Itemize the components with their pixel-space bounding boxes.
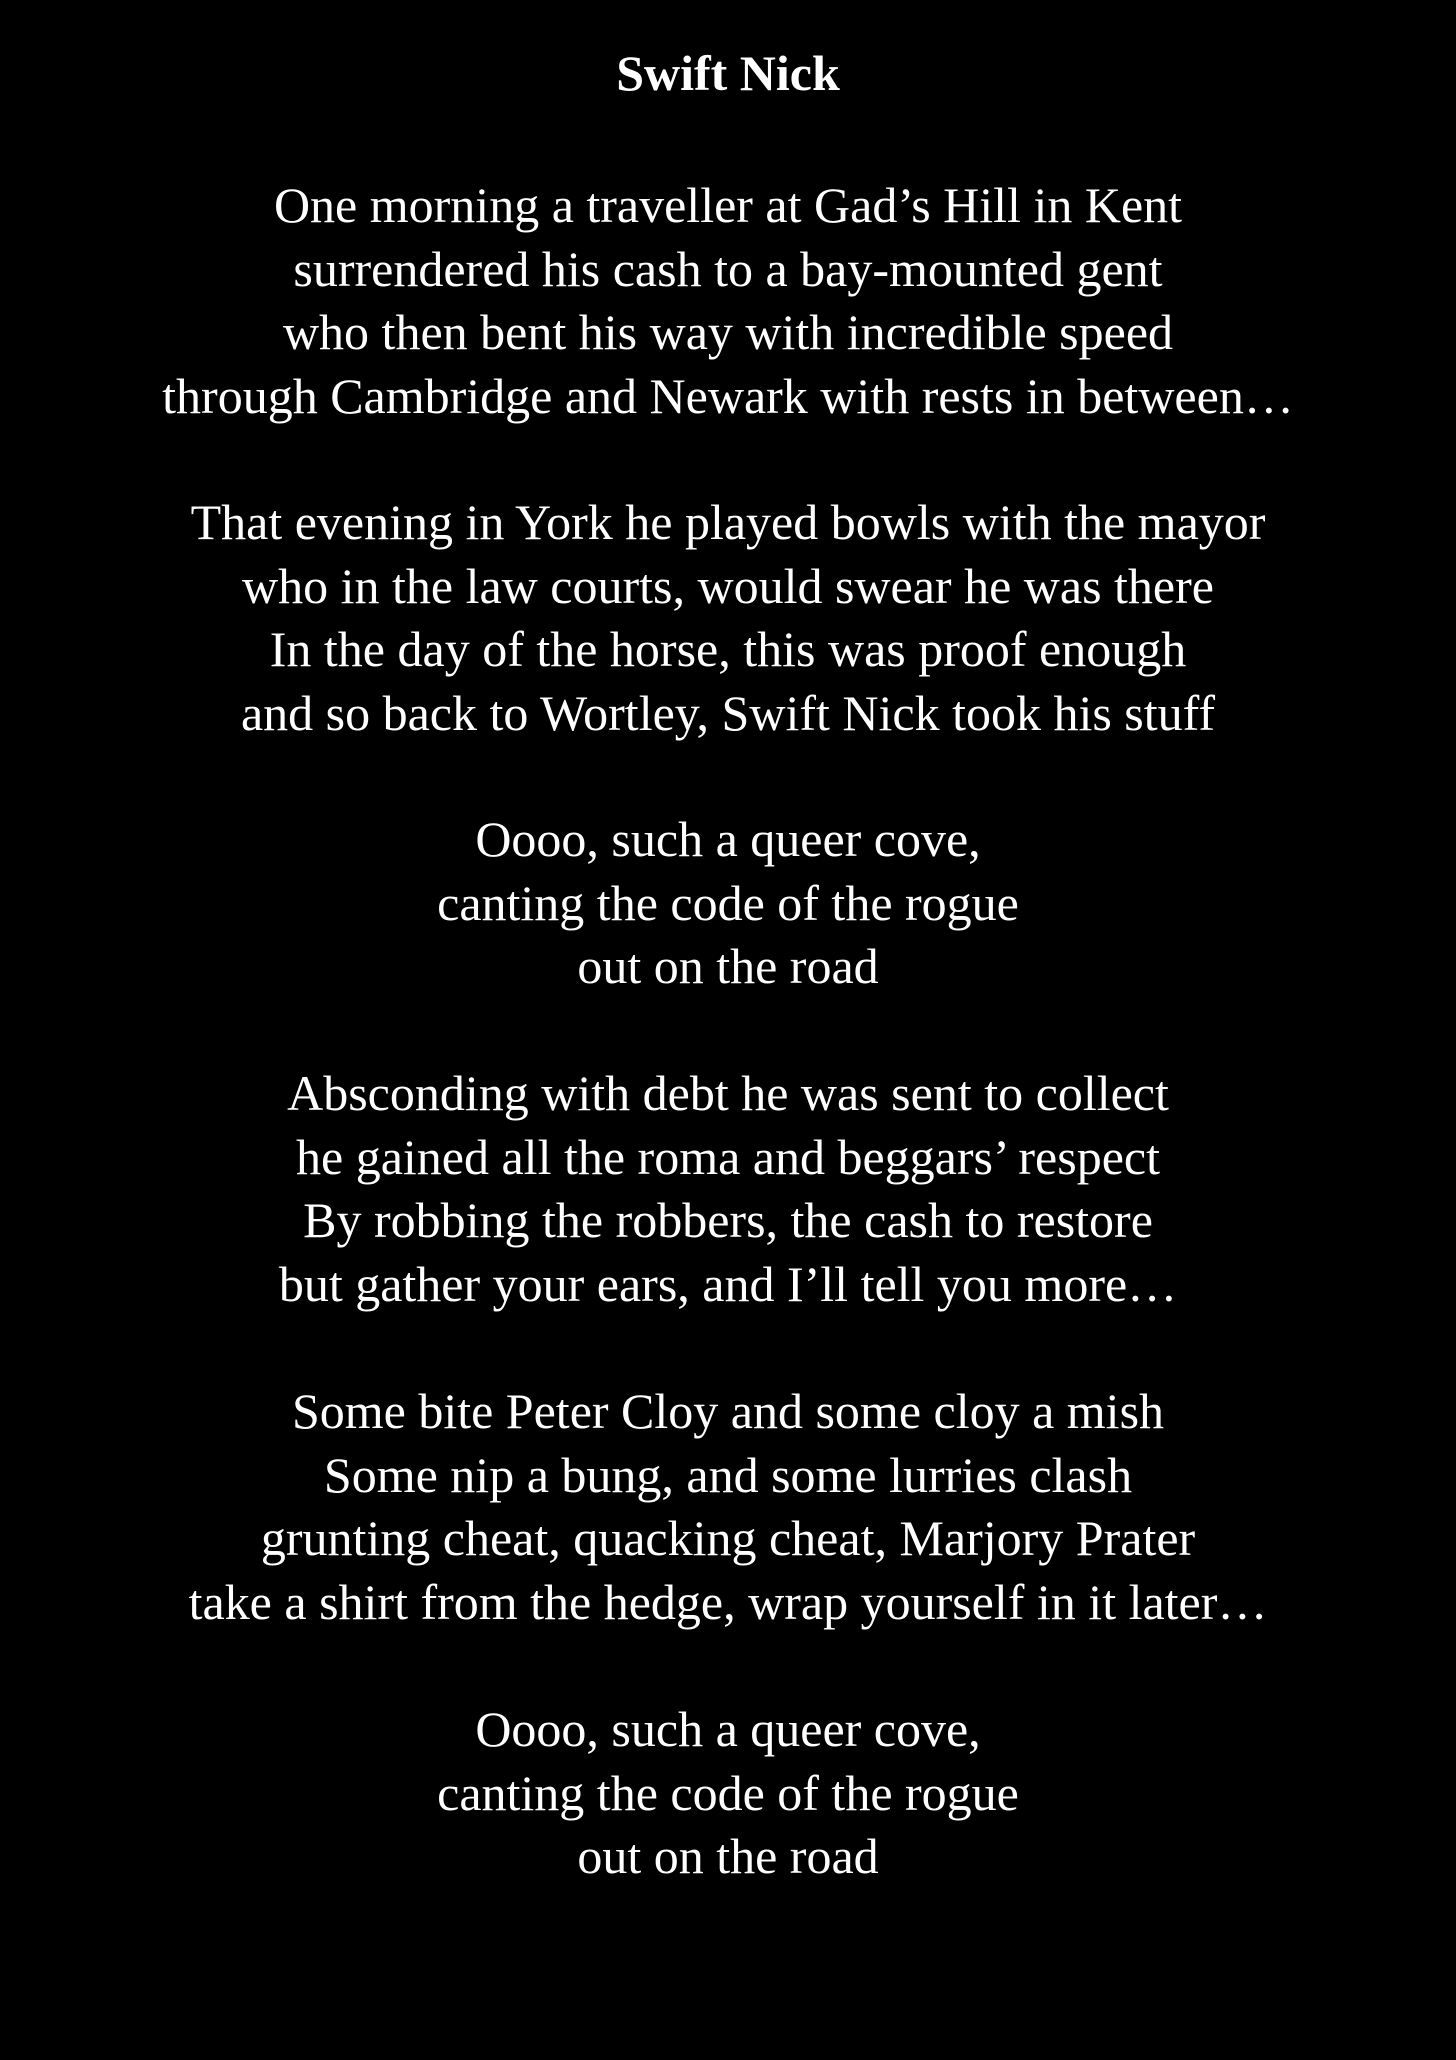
poem-line: canting the code of the rogue (437, 1764, 1019, 1821)
poem-line: through Cambridge and Newark with rests in between… (162, 367, 1294, 424)
poem-line: By robbing the robbers, the cash to restore (303, 1192, 1153, 1248)
poem-line: Absconding with debt he was sent to collect (287, 1065, 1169, 1121)
poem-title: Swift Nick (616, 45, 840, 101)
poem-line: Oooo, such a queer cove, (475, 1701, 981, 1757)
stanza-3 (0, 1062, 1456, 1316)
poem-line: who then bent his way with incredible speed (282, 304, 1174, 360)
poem-line: That evening in York he played bowls with the mayor (190, 494, 1266, 550)
poem-line: surrendered his cash to a bay-mounted gent (293, 240, 1163, 297)
poem-line: out on the road (577, 1828, 879, 1884)
poem-line: take a shirt from the hedge, wrap yourself in it later… (188, 1573, 1268, 1630)
poem-line: who in the law courts, would swear he was there (242, 557, 1214, 614)
stanza-1 (0, 174, 1456, 428)
poem-line: Oooo, such a queer cove, (475, 811, 981, 867)
chorus-1 (0, 808, 1456, 999)
poem-line: and so back to Wortley, Swift Nick took his stuff (240, 684, 1216, 741)
stanza-4 (0, 1380, 1456, 1634)
poem-line: In the day of the horse, this was proof enough (269, 621, 1187, 677)
poem-line: Some nip a bung, and some lurries clash (323, 1446, 1133, 1503)
chorus-2 (0, 1698, 1456, 1889)
poem-line: but gather your ears, and I’ll tell you more… (278, 1255, 1178, 1312)
poem-line: grunting cheat, quacking cheat, Marjory Prater (260, 1510, 1196, 1566)
poem-line: canting the code of the rogue (437, 874, 1019, 931)
poem-line: he gained all the roma and beggars’ respect (296, 1128, 1160, 1185)
poem-line: Some bite Peter Cloy and some cloy a mish (291, 1383, 1165, 1439)
poem-line: One morning a traveller at Gad’s Hill in Kent (273, 177, 1183, 233)
stanza-2 (0, 491, 1456, 745)
poem-line: out on the road (577, 938, 879, 994)
